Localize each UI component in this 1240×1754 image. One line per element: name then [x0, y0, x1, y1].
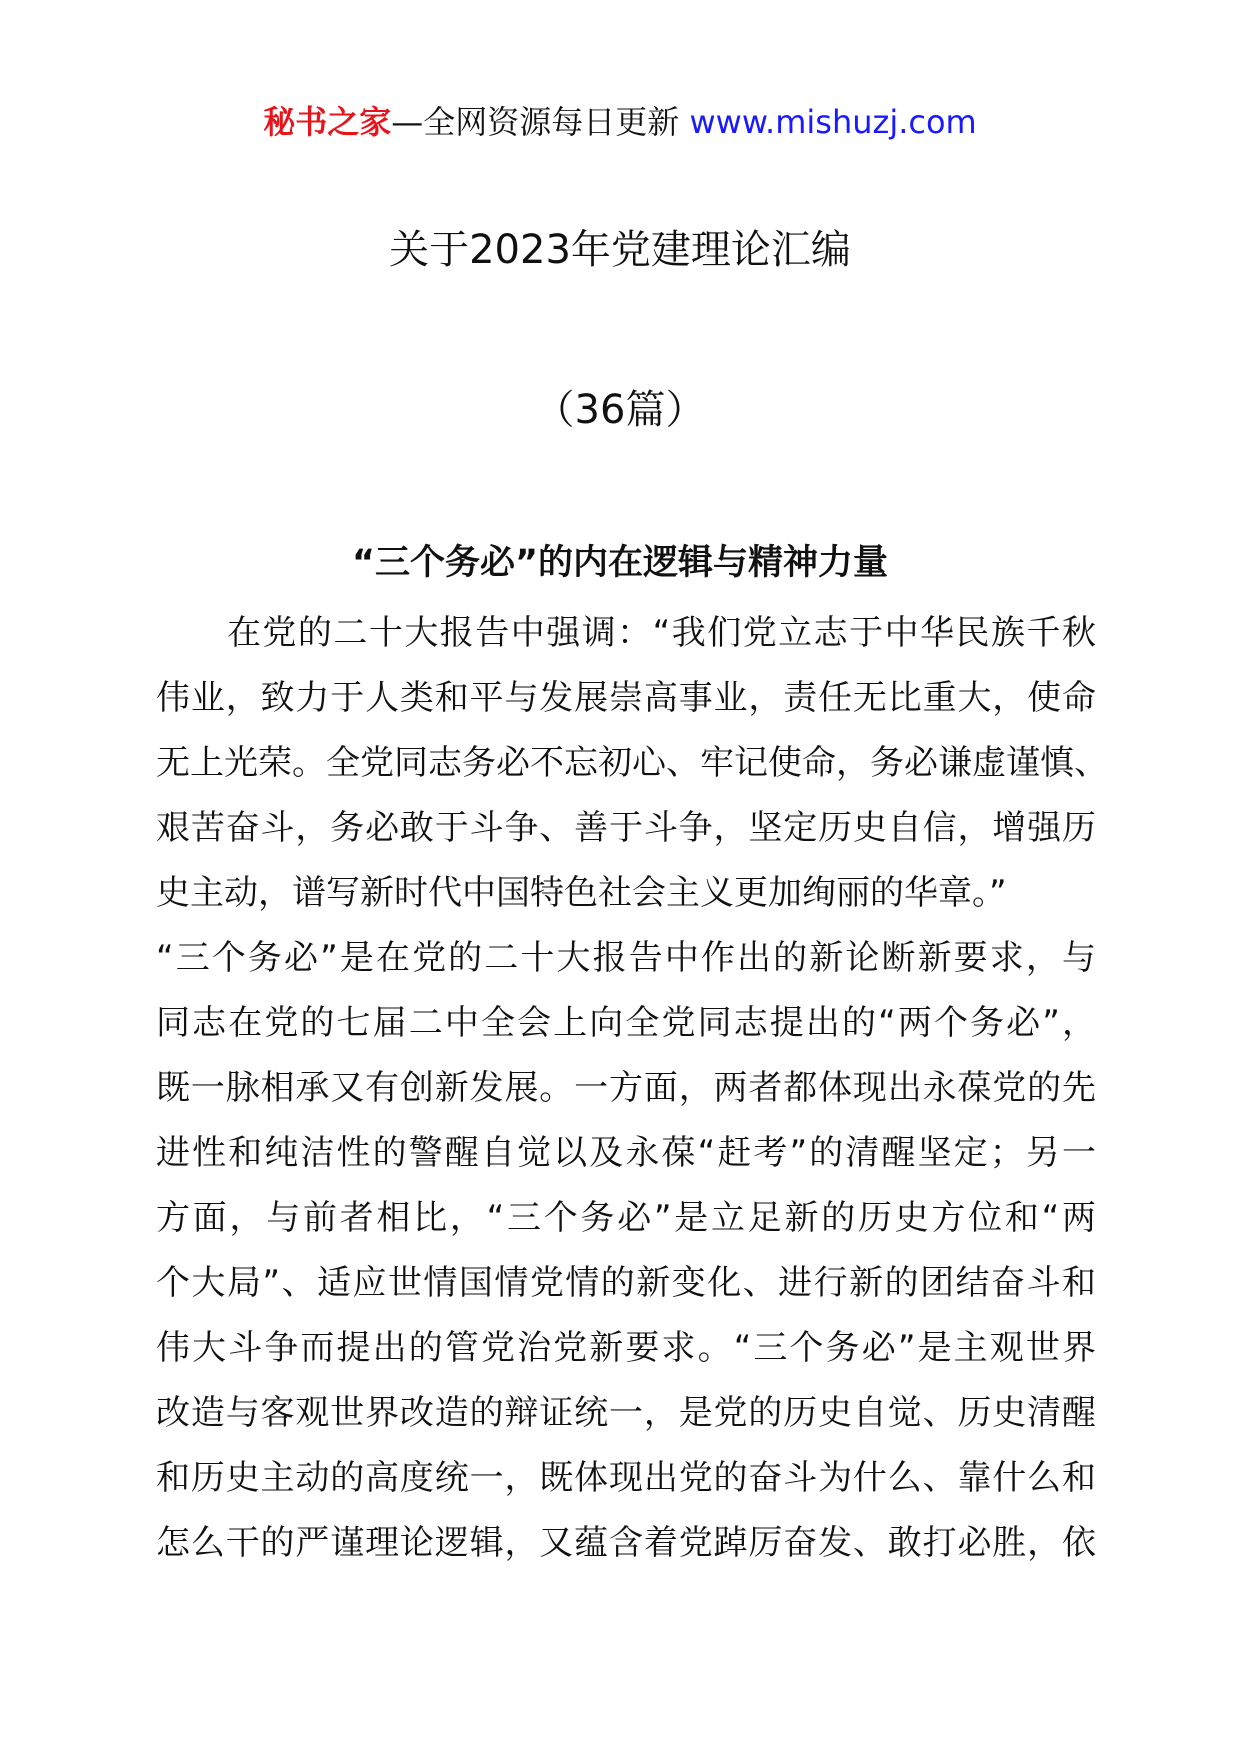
site-header-banner: [0, 100, 1240, 144]
article-count: （36篇）: [534, 387, 706, 433]
site-url-link[interactable]: www.mishuzj.com: [689, 103, 977, 141]
body-line: 方面，与前者相比，“三个务必”是立足新的历史方位和“两: [156, 1198, 1096, 1238]
body-line: 和历史主动的高度统一，既体现出党的奋斗为什么、靠什么和: [156, 1458, 1096, 1498]
body-line: 伟业，致力于人类和平与发展崇高事业，责任无比重大，使命: [156, 678, 1096, 718]
body-line: “三个务必”是在党的二十大报告中作出的新论断新要求，与: [156, 938, 1096, 978]
body-line: 无上光荣。全党同志务必不忘初心、牢记使命，务必谦虚谨慎、: [156, 743, 1108, 783]
body-line: 改造与客观世界改造的辩证统一，是党的历史自觉、历史清醒: [156, 1393, 1096, 1433]
body-line: 个大局”、适应世情国情党情的新变化、进行新的团结奋斗和: [156, 1263, 1096, 1303]
article-heading: “三个务必”的内在逻辑与精神力量: [351, 543, 888, 583]
body-line: 同志在党的七届二中全会上向全党同志提出的“两个务必”，: [156, 1003, 1096, 1043]
body-line: 在党的二十大报告中强调：“我们党立志于中华民族千秋: [156, 613, 1096, 653]
body-line: 伟大斗争而提出的管党治党新要求。“三个务必”是主观世界: [156, 1328, 1096, 1368]
body-line: 怎么干的严谨理论逻辑，又蕴含着党踔厉奋发、敢打必胜，依: [156, 1523, 1096, 1563]
site-brand: 秘书之家: [263, 103, 392, 141]
site-tagline: —全网资源每日更新: [391, 103, 690, 141]
article-body: [156, 601, 1108, 1576]
body-line: 史主动，谱写新时代中国特色社会主义更加绚丽的华章。”: [156, 873, 1007, 913]
body-line: 既一脉相承又有创新发展。一方面，两者都体现出永葆党的先: [156, 1068, 1096, 1108]
document-title: 关于2023年党建理论汇编: [389, 227, 851, 273]
body-line: 进性和纯洁性的警醒自觉以及永葆“赶考”的清醒坚定；另一: [156, 1133, 1096, 1173]
body-line: 艰苦奋斗，务必敢于斗争、善于斗争，坚定历史自信，增强历: [156, 808, 1096, 848]
